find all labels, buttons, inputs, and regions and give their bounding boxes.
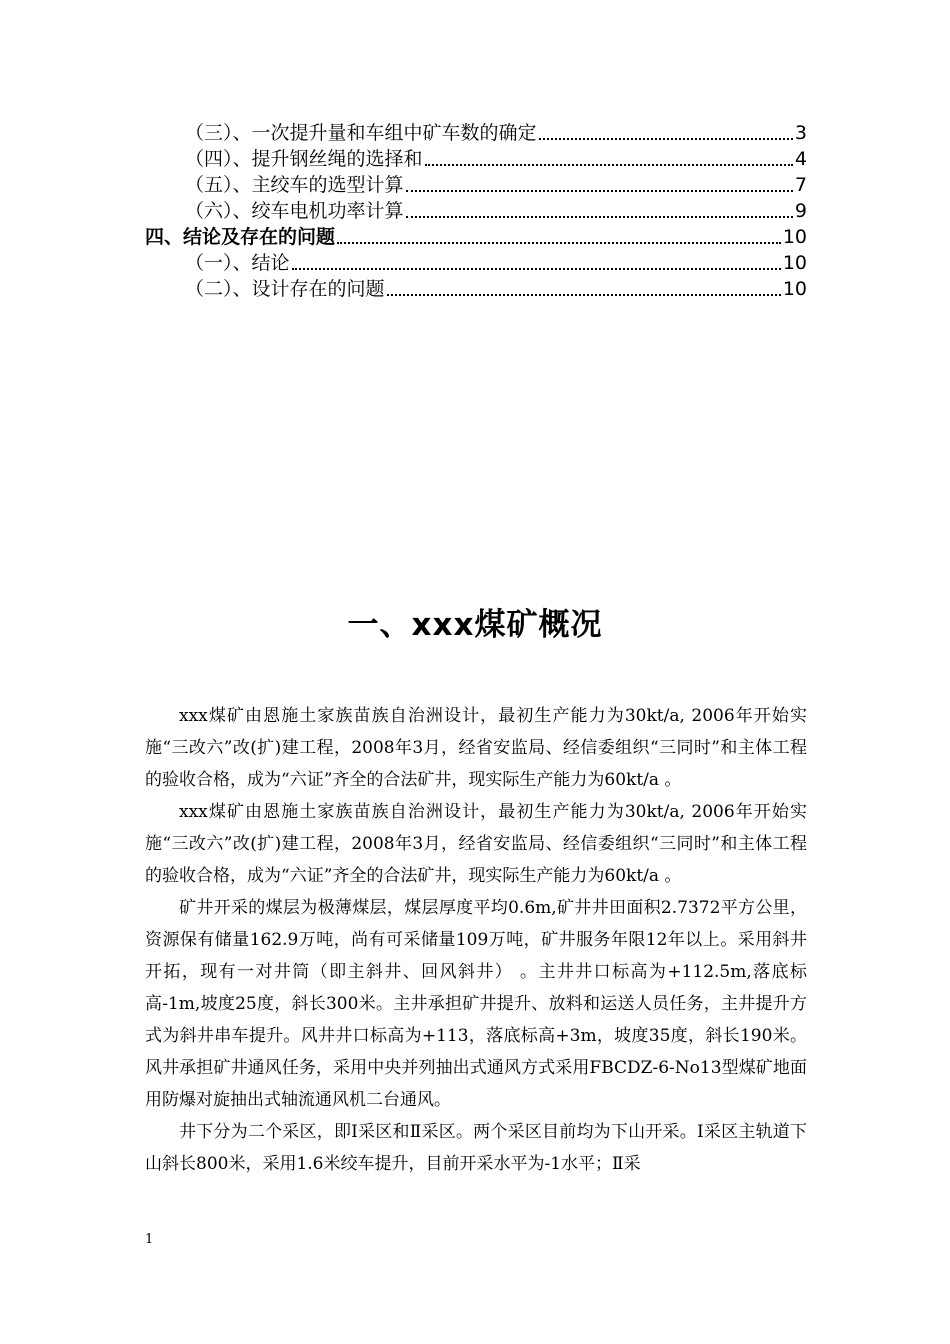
toc-entry-title: 四、结论及存在的问题 bbox=[145, 226, 336, 248]
body-text bbox=[145, 700, 807, 1180]
toc-entry-section[interactable] bbox=[145, 224, 807, 250]
toc-entry-page: 10 bbox=[782, 226, 807, 248]
toc-entry-title: （六）、绞车电机功率计算 bbox=[185, 200, 404, 222]
section-heading: 一、xxx煤矿概况 bbox=[347, 606, 603, 643]
toc-entry[interactable] bbox=[185, 146, 807, 172]
paragraph: 井下分为二个采区，即Ⅰ采区和Ⅱ采区。两个采区目前均为下山开采。Ⅰ采区主轨道下山斜长800米，采用1.6米绞车提升，目前开采水平为-1水平；Ⅱ采 bbox=[145, 1122, 807, 1174]
toc-entry[interactable] bbox=[185, 198, 807, 224]
toc-leader bbox=[406, 216, 793, 218]
toc-entry[interactable] bbox=[185, 120, 807, 146]
paragraph: xxx煤矿由恩施土家族苗族自治洲设计，最初生产能力为30kt/a, 2006年开始实施“三改六”改(扩)建工程，2008年3月，经省安监局、经信委组织“三同时”和主体工程的验收合格，成为“六证”齐全的合法矿井，现实际生产能力为60kt/a 。 bbox=[145, 706, 807, 790]
toc-entry-page: 9 bbox=[794, 200, 807, 222]
toc-leader bbox=[539, 138, 793, 140]
toc-entry-page: 10 bbox=[782, 252, 807, 274]
page-number: 1 bbox=[145, 1232, 154, 1247]
toc-leader bbox=[425, 164, 793, 166]
paragraph: 矿井开采的煤层为极薄煤层，煤层厚度平均0.6m,矿井井田面积2.7372平方公里，资源保有储量162.9万吨，尚有可采储量109万吨，矿井服务年限12年以上。采用斜井开拓，现有一对井筒（即主斜井、回风斜井） 。主井井口标高为+112.5m,落底标高-1m,坡度25度，斜长300米。主井承担矿井提升、放料和运送人员任务，主井提升方式为斜井串车提升。风井井口标高为+113，落底标高+3m，坡度35度，斜长190米。风井承担矿井通风任务，采用中央并列抽出式通风方式采用FBCDZ-6-No13型煤矿地面用防爆对旋抽出式轴流通风机二台通风。 bbox=[145, 898, 807, 1110]
toc-leader bbox=[387, 294, 781, 296]
toc-entry-title: （五）、主绞车的选型计算 bbox=[185, 174, 404, 196]
toc-entry[interactable] bbox=[185, 172, 807, 198]
toc-entry-page: 7 bbox=[794, 174, 807, 196]
toc-entry[interactable] bbox=[185, 276, 807, 302]
toc-entry-page: 10 bbox=[782, 278, 807, 300]
toc-leader bbox=[406, 190, 793, 192]
toc-entry-page: 4 bbox=[794, 148, 807, 170]
toc-entry-title: （一）、结论 bbox=[185, 252, 290, 274]
toc-leader bbox=[337, 242, 781, 244]
toc-entry-page: 3 bbox=[794, 122, 807, 144]
toc-leader bbox=[292, 268, 781, 270]
paragraph: xxx煤矿由恩施土家族苗族自治洲设计，最初生产能力为30kt/a, 2006年开始实施“三改六”改(扩)建工程，2008年3月，经省安监局、经信委组织“三同时”和主体工程的验收合格，成为“六证”齐全的合法矿井，现实际生产能力为60kt/a 。 bbox=[145, 802, 807, 886]
toc-entry-title: （四）、提升钢丝绳的选择和 bbox=[185, 148, 423, 170]
toc-entry[interactable] bbox=[185, 250, 807, 276]
toc-entry-title: （三）、一次提升量和车组中矿车数的确定 bbox=[185, 122, 537, 144]
toc-entry-title: （二）、设计存在的问题 bbox=[185, 278, 385, 300]
